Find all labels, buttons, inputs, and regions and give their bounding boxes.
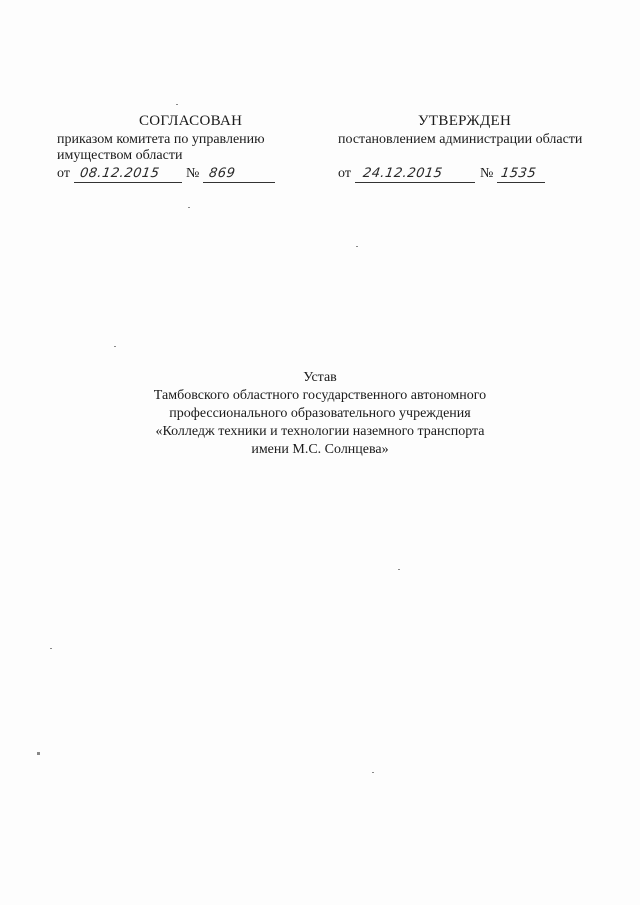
right-number-field: [497, 166, 545, 183]
left-date-handwritten: 08.12.2015: [78, 166, 161, 181]
title-line-3: профессионального образовательного учреждения: [169, 406, 471, 421]
scan-speck: [37, 752, 40, 755]
right-date-prefix: от: [338, 166, 351, 181]
right-number-handwritten: 1535: [499, 166, 538, 181]
right-date-handwritten: 24.12.2015: [361, 166, 444, 181]
left-number-label: №: [186, 166, 200, 181]
title-line-1: Устав: [303, 370, 337, 385]
left-block-line2: имуществом области: [57, 148, 183, 163]
scan-speck: [188, 207, 190, 208]
left-number-handwritten: 869: [207, 166, 237, 181]
document-title: [0, 369, 640, 459]
scan-speck: [50, 648, 52, 649]
left-date-prefix: от: [57, 166, 70, 181]
right-block-line1: постановлением администрации области: [338, 132, 583, 147]
title-line-4: «Колледж техники и технологии наземного транспорта: [155, 424, 485, 439]
scan-speck: [398, 569, 400, 570]
right-number-label: №: [480, 166, 494, 181]
left-block-heading: СОГЛАСОВАН: [139, 113, 243, 129]
scan-speck: [372, 772, 374, 773]
left-number-field: [203, 166, 275, 183]
title-line-2: Тамбовского областного государственного автономного: [153, 388, 487, 403]
scan-speck: [176, 104, 178, 105]
right-block-heading: УТВЕРЖДЕН: [418, 113, 512, 129]
title-line-5: имени М.С. Солнцева»: [251, 442, 389, 457]
left-date-field: [74, 166, 182, 183]
left-block-line1: приказом комитета по управлению: [57, 132, 265, 147]
right-date-field: [355, 166, 475, 183]
scan-speck: [114, 346, 116, 347]
scan-speck: [356, 246, 358, 247]
